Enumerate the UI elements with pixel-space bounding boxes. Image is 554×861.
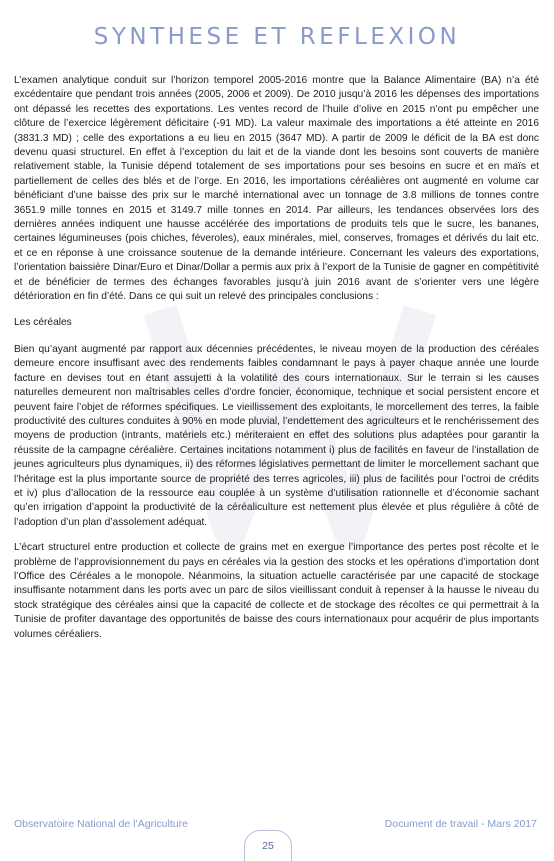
- footer-organization: Observatoire National de l’Agriculture: [14, 818, 188, 830]
- footer-document-info: Document de travail - Mars 2017: [384, 818, 537, 830]
- intro-paragraph: L’examen analytique conduit sur l’horizon temporel 2005-2016 montre que la Balance Alimentaire (BA) n’a été excédentaire que pendant trois années (2005, 2006 et 2009). De 2010 jusqu’à 2016 les dépenses des importations ont dépassé les recettes des exportations. Les ventes record de l’huile d’olive en 2015 n’ont pu empêcher une clôture de l’exercice légèrement déficitaire (-91 MD). La valeur maximale des importations a été atteinte en 2016 (3831.3 MD) ; celle des exportations a eu lieu en 2015 (3647 MD). A partir de 2009 le déficit de la BA est donc devenu quasi structurel. En effet à l’exception du lait et de la viande dont les besoins sont couverts de manière relativement stable, la Tunisie dépend totalement de ses importations pour ses besoins en sucre et en maïs et partiellement de celles des blés et de l’orge. En 2016, les importations céréalières ont augmenté en volume car bénéficiant d’une baisse des prix sur le marché international avec un tonnage de 3.8 millions de tonnes contre 3651.9 mille tonnes en 2015 et 3149.7 mille tonnes en 2014. Par ailleurs, les tendances observées lors des dernières années indiquent une hausse accélérée des importations de produits tels que le sucre, les bananes, certaines légumineuses (pois chiches, féveroles), eaux minérales, miel, conserves, fromages et dérivés du lait etc. et ce en réponse à une croissance soutenue de la demande intérieure. Concernant les valeurs des exportations, l’orientation baissière Dinar/Euro et Dinar/Dollar a permis aux prix à l’export de la Tunisie de gagner en compétitivité et de bénéficier de termes des échanges favorables jusqu’à juin 2016 avant de s’orienter vers une légère détérioration en fin d’été. Dans ce qui suit un relevé des principales conclusions :: [14, 75, 539, 303]
- cereals-paragraph: Bien qu’ayant augmenté par rapport aux décennies précédentes, le niveau moyen de la production des céréales demeure encore insuffisant avec des rendements faibles condamnant le pays à payer chaque année une lourde facture en devises tout en étant assujetti à la volatilité des cours internationaux. Sur le terrain si les causes naturelles demeurent non maîtrisables celles d’ordre foncier, économique, technique et social persistent encore et peuvent faire l’objet de réformes spécifiques. Le vieillissement des exploitants, le morcellement des terres, la faible productivité des cultures conduites à 90% en mode pluvial, l’endettement des agriculteurs et le renchérissement des moyens de production (intrants, matériels etc.) mériteraient en effet des solutions plus adaptées pour garantir la réussite de la campagne céréalière. Certaines incitations notamment i) plus de facilités en faveur de l’installation de jeunes agriculteurs plus dynamiques, ii) des réformes législatives permettant de limiter le morcellement sachant que l’héritage est la plus importante source de propriété des terres agricoles, iii) plus de facilités pour l’octroi de crédits et iv) plus d’allocation de la ressource eau couplée à un système d’utilisation rationnelle et d’économie sachant qu’en irrigation d’appoint la productivité de la céréaliculture est nettement plus élevée et plus régulière à côté de l’adoption d’un plan d’assolement adéquat.: [14, 343, 539, 528]
- page-number: 25: [244, 830, 292, 861]
- document-body: [14, 74, 539, 642]
- section-heading: Les céréales: [14, 316, 72, 328]
- storage-paragraph: L’écart structurel entre production et collecte de grains met en exergue l’importance des pertes post récolte et le problème de l’approvisionnement du pays en céréales via la gestion des stocks et les opérations d’importation dont l’Office des Céréales a le monopole. Néanmoins, la situation actuelle caractérisée par une capacité de stockage insuffisante notamment dans les ports avec un parc de silos vieillissant conduit à repenser à la hausse le niveau du stock stratégique des céréales ainsi que la capacité de collecte et de stockage des récoltes ce qui permettrait à la Tunisie de profiter davantage des opportunités de baisse des cours internationaux pour acquérir de plus importants volumes céréaliers.: [14, 542, 539, 640]
- page-title: SYNTHESE ET REFLEXION: [93, 24, 461, 51]
